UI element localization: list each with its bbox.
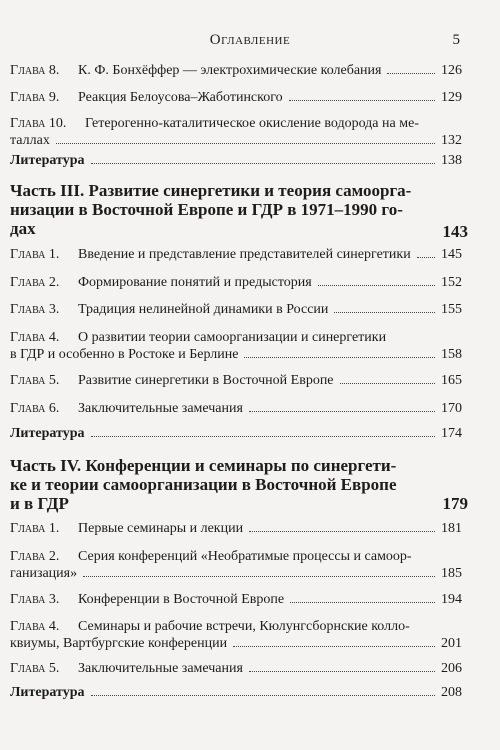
part-title-line2: ке и теории самоорганизации в Восточной Европе	[10, 475, 397, 494]
chapter-label: Глава 6.	[10, 401, 60, 416]
chapter-label: Глава 1.	[10, 247, 60, 262]
chapter-title-line2: в ГДР и особенно в Ростоке и Берлине	[10, 347, 239, 362]
leader-dots	[290, 602, 435, 603]
leader-dots	[83, 576, 435, 577]
chapter-title: Формирование понятий и предыстория	[78, 275, 312, 290]
toc-entry	[10, 329, 462, 363]
chapter-title-line2: квиумы, Вартбургские конференции	[10, 636, 228, 651]
chapter-page: 145	[441, 247, 462, 262]
leader-dots	[417, 257, 435, 258]
part-title-line1: Часть III. Развитие синергетики и теория самоорга-	[10, 181, 412, 200]
chapter-page: 201	[441, 636, 462, 651]
chapter-page: 132	[441, 133, 462, 148]
part-title-line3: и в ГДР	[10, 494, 69, 513]
leader-dots	[249, 411, 435, 412]
toc-entry	[10, 274, 462, 291]
leader-dots	[56, 143, 435, 144]
references-label: Литература	[10, 153, 85, 168]
chapter-label: Глава 8.	[10, 63, 60, 78]
leader-dots	[340, 383, 435, 384]
part-title-row3	[10, 219, 468, 241]
part-title-line2: низации в Восточной Европе и ГДР в 1971–1990 го-	[10, 200, 403, 219]
leader-dots	[249, 671, 435, 672]
leader-dots	[387, 73, 435, 74]
references-label: Литература	[10, 426, 85, 441]
leader-dots	[249, 531, 435, 532]
chapter-label: Глава 4.	[10, 619, 60, 634]
leader-dots	[91, 436, 436, 437]
toc-entry	[10, 372, 462, 389]
toc-entry	[10, 684, 462, 701]
chapter-title-line2: ганизация»	[10, 566, 78, 581]
toc-entry	[10, 301, 462, 318]
leader-dots	[91, 695, 436, 696]
references-page: 208	[441, 685, 462, 700]
chapter-title: К. Ф. Бонхёффер — электрохимические колебания	[78, 63, 382, 78]
toc-entry	[10, 660, 462, 677]
references-label: Литература	[10, 685, 85, 700]
chapter-label: Глава 3.	[10, 592, 60, 607]
part-title-line3: дах	[10, 219, 36, 238]
toc-entry	[10, 520, 462, 537]
running-title: Оглавление	[209, 32, 291, 48]
chapter-title: Введение и представление представителей синергетики	[78, 247, 411, 262]
chapter-label: Глава 2.	[10, 275, 60, 290]
running-header	[0, 32, 500, 52]
leader-dots	[334, 312, 435, 313]
chapter-title-line1: Серия конференций «Необратимые процессы и самоор-	[78, 549, 412, 564]
page-number: 5	[452, 32, 460, 48]
toc-entry	[10, 152, 462, 169]
leader-dots	[318, 285, 435, 286]
chapter-title: Заключительные замечания	[78, 401, 243, 416]
toc-entry	[10, 400, 462, 417]
chapter-page: 129	[441, 90, 462, 105]
leader-dots	[244, 357, 435, 358]
chapter-label: Глава 5.	[10, 373, 60, 388]
toc-entry	[10, 115, 462, 149]
part-title-line1: Часть IV. Конференции и семинары по синергети-	[10, 456, 397, 475]
chapter-title: Первые семинары и лекции	[78, 521, 244, 536]
part-heading	[10, 181, 468, 241]
toc-entry	[10, 548, 462, 582]
toc-entry	[10, 591, 462, 608]
references-page: 138	[441, 153, 462, 168]
chapter-page: 152	[441, 275, 462, 290]
chapter-label: Глава 3.	[10, 302, 60, 317]
chapter-label: Глава 10.	[10, 116, 67, 131]
chapter-page: 181	[441, 521, 462, 536]
chapter-label: Глава 1.	[10, 521, 60, 536]
chapter-page: 185	[441, 566, 462, 581]
part-title-row3	[10, 494, 468, 513]
chapter-title-line2: таллах	[10, 133, 50, 148]
chapter-title: Заключительные замечания	[78, 661, 243, 676]
part-page: 179	[442, 494, 468, 513]
chapter-page: 165	[441, 373, 462, 388]
chapter-title: Развитие синергетики в Восточной Европе	[78, 373, 334, 388]
chapter-page: 194	[441, 592, 462, 607]
chapter-title: Реакция Белоусова–Жаботинского	[78, 90, 283, 105]
chapter-label: Глава 9.	[10, 90, 60, 105]
chapter-title-line1: Семинары и рабочие встречи, Кюлунгсборнские колло-	[78, 619, 410, 634]
chapter-title-line1: Гетерогенно-каталитическое окисление водорода на ме-	[85, 116, 419, 131]
chapter-title: Традиция нелинейной динамики в России	[78, 302, 329, 317]
chapter-label: Глава 4.	[10, 330, 60, 345]
chapter-page: 126	[441, 63, 462, 78]
toc-entry	[10, 618, 462, 652]
leader-dots	[233, 646, 435, 647]
chapter-page: 170	[441, 401, 462, 416]
toc-entry	[10, 246, 462, 263]
part-heading	[10, 456, 468, 513]
leader-dots	[91, 163, 436, 164]
part-page: 143	[442, 222, 468, 241]
chapter-label: Глава 5.	[10, 661, 60, 676]
chapter-title: Конференции в Восточной Европе	[78, 592, 285, 607]
toc-entry	[10, 62, 462, 79]
chapter-title-line1: О развитии теории самоорганизации и синергетики	[78, 330, 387, 345]
leader-dots	[289, 100, 435, 101]
chapter-page: 206	[441, 661, 462, 676]
chapter-label: Глава 2.	[10, 549, 60, 564]
toc-entry	[10, 425, 462, 442]
chapter-page: 158	[441, 347, 462, 362]
chapter-page: 155	[441, 302, 462, 317]
references-page: 174	[441, 426, 462, 441]
toc-entry	[10, 89, 462, 106]
